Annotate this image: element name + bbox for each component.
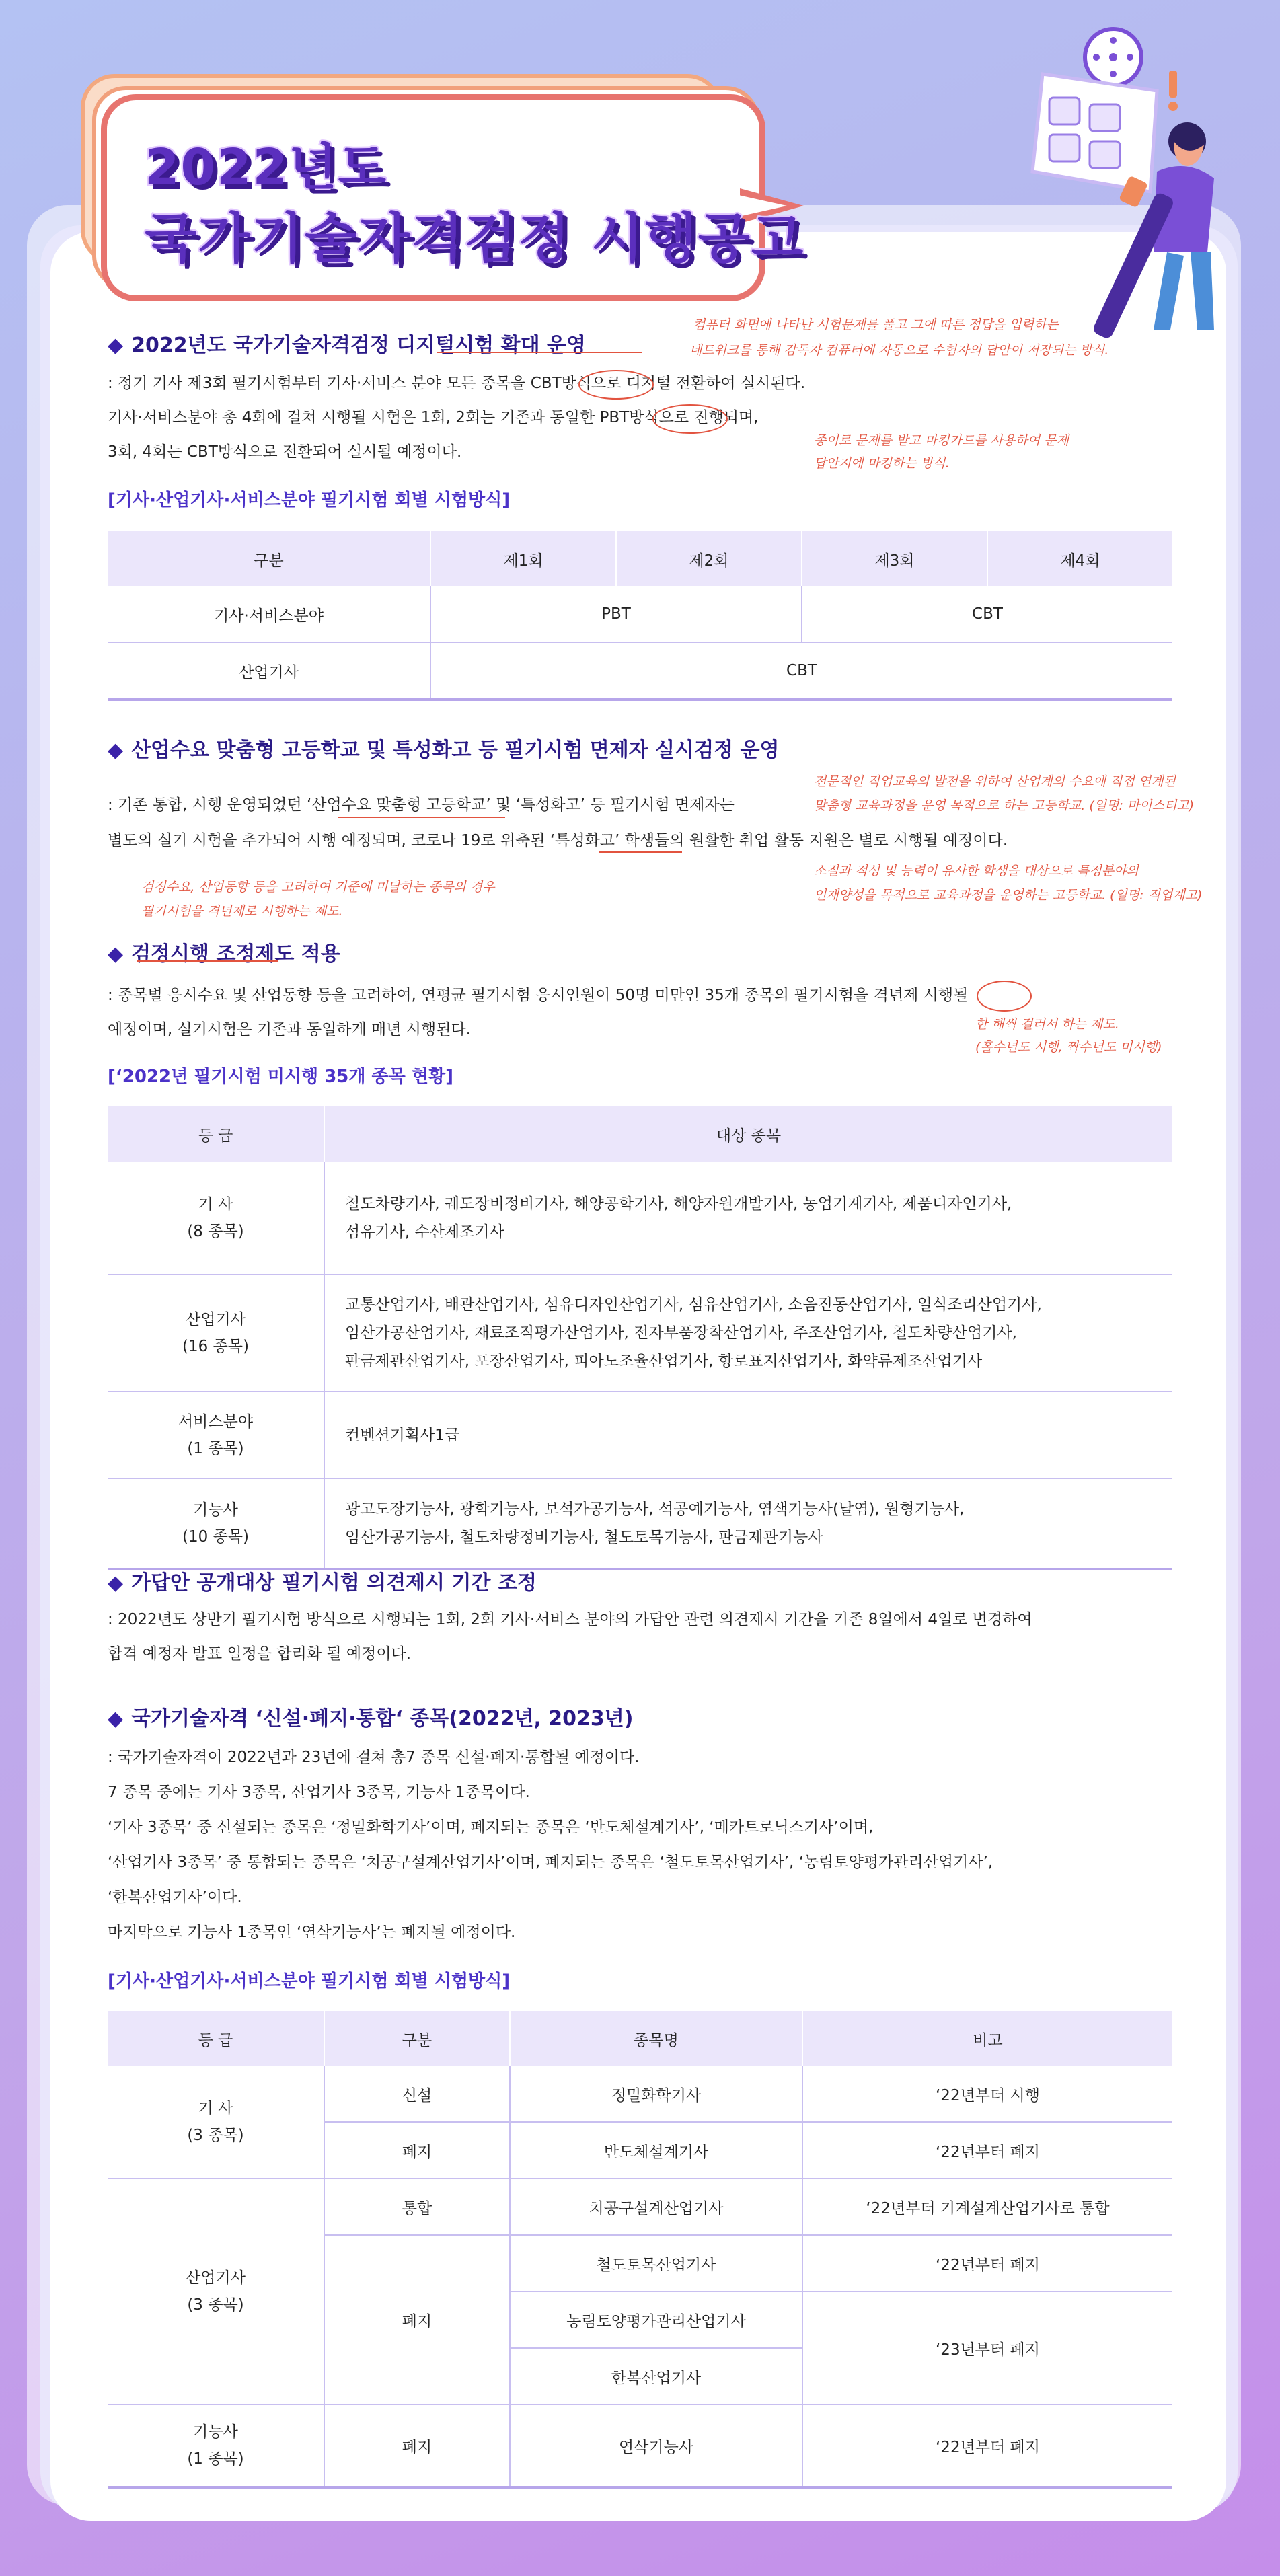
table-cell: 정밀화학기사: [510, 2066, 802, 2122]
table-row: [108, 586, 1172, 642]
table-cell-grade: 산업기사 (16 종목): [108, 1275, 324, 1392]
annotation-underline: [437, 352, 642, 353]
table-cell-items: 컨벤션기획사1급: [324, 1392, 1172, 1478]
section-heading-digital-exam: ◆ 2022년도 국가기술자격검정 디지털시험 확대 운영: [108, 334, 586, 357]
table-header: 종목명: [510, 2011, 802, 2066]
annotation-pbt-line2: 답안지에 마킹하는 방식.: [814, 456, 950, 471]
table-cell: 폐지: [324, 2122, 510, 2179]
table-cell: 연삭기능사: [510, 2404, 802, 2487]
section5-text-line2: 7 종목 중에는 기사 3종목, 산업기사 3종목, 기능사 1종목이다.: [108, 1784, 530, 1801]
annotation-biennial-line1: 한 해씩 걸러서 하는 제도.: [975, 1017, 1119, 1032]
table-cell: 폐지: [324, 2235, 510, 2404]
table-cell: 신설: [324, 2066, 510, 2122]
table-cell-grade: 서비스분야 (1 종목): [108, 1392, 324, 1478]
annotation-pbt-line1: 종이로 문제를 받고 마킹카드를 사용하여 문제: [814, 433, 1069, 448]
table-cell: 통합: [324, 2179, 510, 2235]
table-cell: CBT: [802, 586, 1172, 642]
annotation-meister-line2: 맞춤형 교육과정을 운영 목적으로 하는 고등학교. (일명: 마이스터고): [814, 798, 1195, 813]
diamond-icon: ◆: [108, 1707, 124, 1731]
table-cell: CBT: [430, 642, 1172, 699]
section-heading-answer-objection: ◆ 가답안 공개대상 필기시험 의견제시 기간 조정: [108, 1571, 537, 1595]
table-cell-items: 철도차량기사, 궤도장비정비기사, 해양공학기사, 해양자원개발기사, 농업기계기사, 제품디자인기사, 섬유기사, 수산제조기사: [324, 1162, 1172, 1275]
annotation-underline: [338, 817, 505, 818]
table-cell: ‘22년부터 시행: [802, 2066, 1172, 2122]
table-cell: ‘22년부터 기계설계산업기사로 통합: [802, 2179, 1172, 2235]
section4-text-line1: : 2022년도 상반기 필기시험 방식으로 시행되는 1회, 2회 기사·서비스 분야의 가답안 관련 의견제시 기간을 기존 8일에서 4일로 변경하여: [108, 1611, 1032, 1628]
section1-text-line2: 기사·서비스분야 총 4회에 걸쳐 시행될 시험은 1회, 2회는 기존과 동일한 PBT방식으로 진행되며,: [108, 409, 759, 426]
table-cell: 폐지: [324, 2404, 510, 2487]
person-with-pen-illustration: [1022, 27, 1224, 343]
section-heading-adjustment: ◆ 검정시행 조정제도 적용: [108, 942, 340, 966]
diamond-icon: ◆: [108, 942, 124, 966]
title-year: 2022년도: [145, 139, 387, 196]
table-cell: 농림토양평가관리산업기사: [510, 2291, 802, 2348]
annotation-circle-cbt: [578, 370, 654, 400]
table-cell: 한복산업기사: [510, 2348, 802, 2404]
table-cell-grade: 기 사 (3 종목): [108, 2066, 324, 2179]
table-cell-grade: 기능사 (1 종목): [108, 2404, 324, 2487]
section5-text-line6: 마지막으로 기능사 1종목인 ‘연삭기능사’는 폐지될 예정이다.: [108, 1924, 516, 1941]
table-row: [108, 1275, 1172, 1392]
annotation-underline: [137, 960, 278, 962]
diamond-icon: ◆: [108, 334, 124, 357]
annotation-adjust-line2: 필기시험을 격년제로 시행하는 제도.: [141, 904, 343, 919]
section4-text-line2: 합격 예정자 발표 일정을 합리화 될 예정이다.: [108, 1645, 412, 1663]
table-header: 등 급: [108, 2011, 324, 2066]
table-cell: ‘22년부터 폐지: [802, 2235, 1172, 2291]
table-cell: ‘22년부터 폐지: [802, 2122, 1172, 2179]
table-header: 제3회: [802, 531, 987, 586]
annotation-meister-line1: 전문적인 직업교육의 발전을 위하여 산업계의 수요에 직접 연계된: [814, 774, 1176, 789]
section3-text-line2: 예정이며, 실기시험은 기존과 동일하게 매년 시행된다.: [108, 1021, 471, 1038]
table-cell-items: 교통산업기사, 배관산업기사, 섬유디자인산업기사, 섬유산업기사, 소음진동산업기사, 일식조리산업기사, 임산가공산업기사, 재료조직평가산업기사, 전자부품장착산업기사, 주조산업기사, 철도차량산업기사, 판금제관산업기사, 포장산업기사, 피아노조율산업기사, 항로표지산업기사, 화약류제조산업기사: [324, 1275, 1172, 1392]
table-cell-grade: 기 사 (8 종목): [108, 1162, 324, 1275]
table-cell-grade: 기능사 (10 종목): [108, 1478, 324, 1569]
section5-text-line3: ‘기사 3종목’ 중 신설되는 종목은 ‘정밀화학기사’이며, 폐지되는 종목은 ‘반도체설계기사’, ‘메카트로닉스기사’이며,: [108, 1819, 874, 1836]
table-cell-grade: 산업기사 (3 종목): [108, 2179, 324, 2404]
section1-text-line1: : 정기 기사 제3회 필기시험부터 기사·서비스 분야 모든 종목을 CBT방식으로 디지털 전환하여 실시된다.: [108, 375, 806, 392]
table-header: 제2회: [616, 531, 802, 586]
section-heading-new-abolished: ◆ 국가기술자격 ‘신설·폐지·통합‘ 종목(2022년, 2023년): [108, 1707, 634, 1731]
table-row: [108, 2179, 1172, 2235]
table-header: 제4회: [987, 531, 1172, 586]
table1-title: [기사·산업기사·서비스분야 필기시험 회별 시험방식]: [108, 490, 511, 510]
annotation-adjust-line1: 검정수요, 산업동향 등을 고려하여 기준에 미달하는 종목의 경우: [141, 880, 495, 895]
table-header: 대상 종목: [324, 1106, 1172, 1162]
item-changes-table: [108, 2011, 1172, 2489]
table-cell: ‘22년부터 폐지: [802, 2404, 1172, 2487]
section5-text-line1: : 국가기술자격이 2022년과 23년에 걸쳐 총7 종목 신설·폐지·통합될 예정이다.: [108, 1749, 640, 1766]
table-header: 제1회: [430, 531, 616, 586]
annotation-special-line1: 소질과 적성 및 능력이 유사한 학생을 대상으로 특정분야의: [814, 864, 1139, 878]
table-cell: 철도토목산업기사: [510, 2235, 802, 2291]
annotation-circle-pbt: [652, 404, 728, 434]
section1-text-line3: 3회, 4회는 CBT방식으로 전환되어 실시될 예정이다.: [108, 443, 462, 461]
table3-title: [기사·산업기사·서비스분야 필기시험 회별 시험방식]: [108, 1971, 511, 1992]
table-row: [108, 2066, 1172, 2122]
annotation-underline: [599, 851, 682, 853]
annotation-special-line2: 인재양성을 목적으로 교육과정을 운영하는 고등학교. (일명: 직업계고): [814, 888, 1203, 903]
table-row: [108, 1162, 1172, 1275]
table-header: 구분: [324, 2011, 510, 2066]
annotation-cbt-line2: 네트워크를 통해 감독자 컴퓨터에 자동으로 수험자의 답안이 저장되는 방식.: [689, 343, 1109, 358]
diamond-icon: ◆: [108, 1571, 124, 1595]
table-cell: 반도체설계기사: [510, 2122, 802, 2179]
table-cell: 치공구설계산업기사: [510, 2179, 802, 2235]
section5-text-line5: ‘한복산업기사’이다.: [108, 1889, 242, 1906]
page-title: 국가기술자격검정 시행공고: [145, 207, 805, 270]
table-cell: ‘23년부터 폐지: [802, 2291, 1172, 2404]
table-cell: PBT: [430, 586, 802, 642]
annotation-cbt-line1: 컴퓨터 화면에 나타난 시험문제를 풀고 그에 따른 정답을 입력하는: [693, 317, 1059, 332]
table-cell-items: 광고도장기능사, 광학기능사, 보석가공기능사, 석공예기능사, 염색기능사(날염), 원형기능사, 임산가공기능사, 철도차량정비기능사, 철도토목기능사, 판금제관기능사: [324, 1478, 1172, 1569]
table2-title: [‘2022년 필기시험 미시행 35개 종목 현황]: [108, 1067, 453, 1087]
section5-text-line4: ‘산업기사 3종목’ 중 통합되는 종목은 ‘치공구설계산업기사’이며, 폐지되는 종목은 ‘철도토목산업기사’, ‘농림토양평가관리산업기사’,: [108, 1854, 993, 1871]
table-row: [108, 642, 1172, 699]
section3-text-line1: : 종목별 응시수요 및 산업동향 등을 고려하여, 연평균 필기시험 응시인원이 50명 미만인 35개 종목의 필기시험을 격년제 시행될: [108, 987, 969, 1004]
table-header: 등 급: [108, 1106, 324, 1162]
table-cell: 기사·서비스분야: [108, 586, 430, 642]
annotation-circle-biennial: [977, 981, 1032, 1012]
table-header: 비고: [802, 2011, 1172, 2066]
section2-text-line1: : 기존 통합, 시행 운영되었던 ‘산업수요 맞춤형 고등학교’ 및 ‘특성화고’ 등 필기시험 면제자는: [108, 796, 735, 814]
annotation-biennial-line2: (홀수년도 시행, 짝수년도 미시행): [975, 1040, 1162, 1055]
section2-text-line2: 별도의 실기 시험을 추가되어 시행 예정되며, 코로나 19로 위축된 ‘특성화고’ 학생들의 원활한 취업 활동 지원은 별로 시행될 예정이다.: [108, 832, 1008, 849]
table-row: [108, 1478, 1172, 1569]
table-row: [108, 2404, 1172, 2487]
non-exam-items-table: [108, 1106, 1172, 1570]
exam-method-table: [108, 531, 1172, 701]
diamond-icon: ◆: [108, 738, 124, 762]
table-cell: 산업기사: [108, 642, 430, 699]
section-heading-exemption: ◆ 산업수요 맞춤형 고등학교 및 특성화고 등 필기시험 면제자 실시검정 운영: [108, 738, 780, 762]
table-header: 구분: [108, 531, 430, 586]
table-row: [108, 1392, 1172, 1478]
